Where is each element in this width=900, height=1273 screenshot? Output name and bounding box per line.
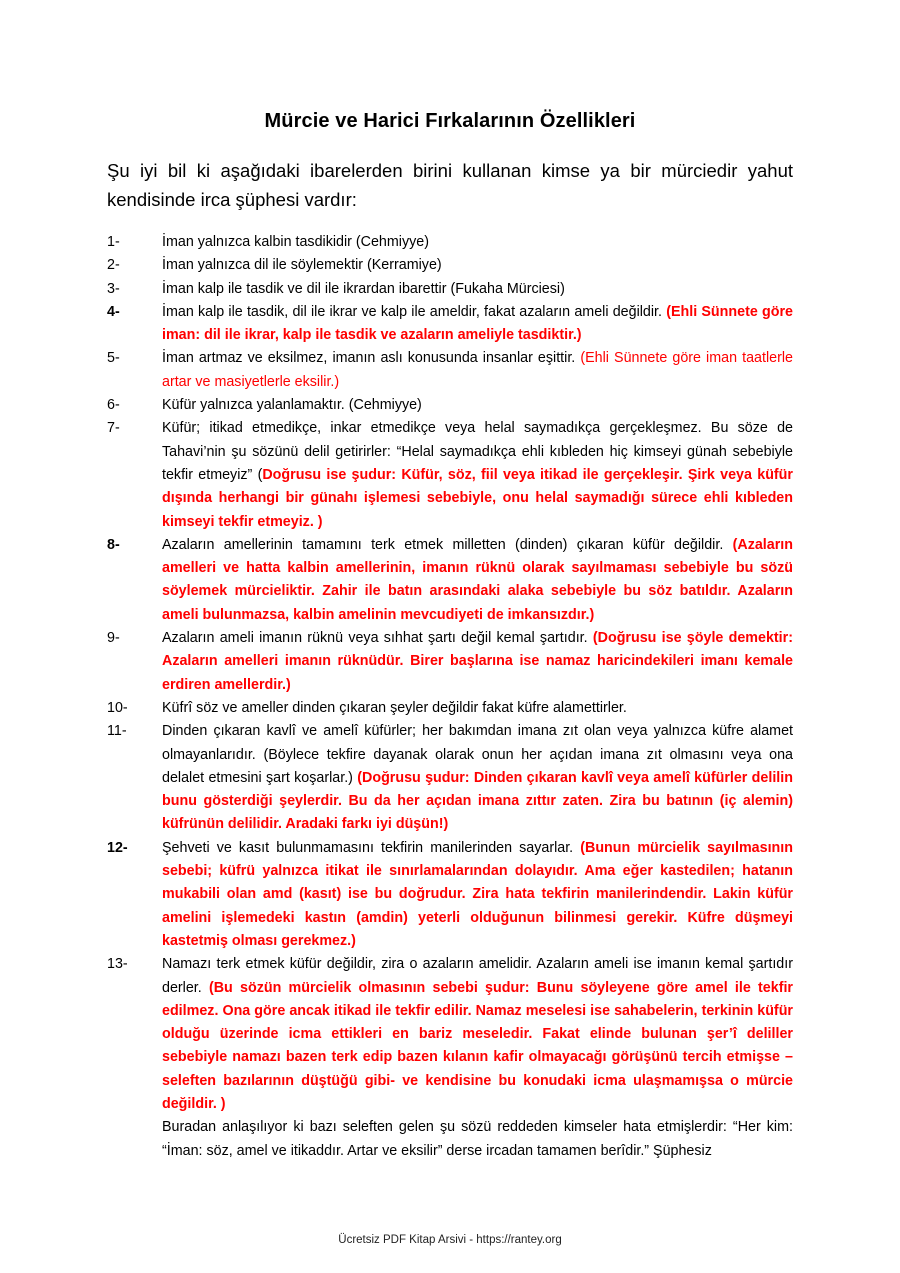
item-text: Azaların amellerinin tamamını terk etmek milletten (dinden) çıkaran küfür değildir. (Azaların amelleri ve hatta kalbin amellerinin, imanın rüknü olarak sayılmaması sebebiyle bu sözü söylemek mürcieliktir. Zahir ile batın arasındaki alaka sebebiyle bu söz batıldır. Azaların ameli bulunmazsa, kalbin amelinin mevcudiyeti de imkansızdır.)	[162, 536, 793, 623]
item-number: 8-	[107, 536, 120, 553]
item-text: Küfür yalnızca yalanlamaktır. (Cehmiyye)	[162, 397, 422, 414]
item-number: 3-	[107, 280, 120, 297]
item-number: 2-	[107, 257, 120, 274]
item-number: 1-	[107, 234, 120, 250]
item-text: İman yalnızca dil ile söylemektir (Kerramiye)	[162, 257, 442, 274]
item-number: 11-	[107, 723, 127, 740]
item-text: Küfrî söz ve ameller dinden çıkaran şeyler değildir fakat küfre alamettirler.	[162, 699, 627, 716]
item-text: İman artmaz ve eksilmez, imanın aslı konusunda insanlar eşittir. (Ehli Sünnete göre iman taatlerle artar ve masiyetlerle eksilir.)	[162, 350, 793, 390]
footer-text: Ücretsiz PDF Kitap Arsivi - https://rantey.org	[338, 1234, 562, 1246]
list-item-8	[107, 534, 793, 627]
item-text: İman yalnızca kalbin tasdikidir (Cehmiyye)	[162, 234, 429, 250]
item-number: 9-	[107, 630, 120, 647]
item-number: 4-	[107, 303, 120, 320]
list-item-6	[107, 394, 793, 417]
list-item-5	[107, 347, 793, 394]
item-number: 5-	[107, 350, 120, 367]
item-text: İman kalp ile tasdik ve dil ile ikrardan ibarettir (Fukaha Mürciesi)	[162, 280, 565, 297]
item-note: (Bunun mürcielik sayılmasının sebebi; küfrü yalnızca itikat ile sınırlamalarından dolayıdır. Ama eğer kastedilen; hatanın mukabili olan amd (kasıt) ise bu doğrudur. Zira hata tekfirin manilerindendir. Lakin küfür amelini işlemedeki kastın (amdin) yeterli olduğunun bilinmesi gerekir. Küfre düşmeyi kastetmiş olması gerekmez.)	[162, 839, 793, 949]
numbered-list	[107, 231, 793, 1163]
item-note: (Bu sözün mürcielik olmasının sebebi şudur: Bunu söyleyene göre amel ile tekfir edilmez. Ona göre ancak itikad ile tekfir edilir. Namaz meselesi ise sahabelerin, terkinin küfür olduğu üzerinde icma ettikleri en bariz meseledir. Fakat elinde bulunan şer’î deliller sebebiyle namazı bazen terk edip bazen kılanın kafir olmayacağı görüşünü tercih etmişse –seleften bazılarının düştüğü gibi- ve kendisine bu konudaki icma ulaşmamışsa o mürcie değildir. )	[162, 979, 793, 1112]
item-number: 12-	[107, 839, 128, 856]
item-text: Azaların ameli imanın rüknü veya sıhhat şartı değil kemal şartıdır. (Doğrusu ise şöyle demektir: Azaların amelleri imanın rüknüdür. Birer başlarına ise namaz haricindekileri imanı kemale erdiren amellerdir.)	[162, 630, 793, 693]
item-number: 6-	[107, 397, 120, 414]
item-text: Küfür; itikad etmedikçe, inkar etmedikçe veya helal saymadıkça gerçekleşmez. Bu söze de Tahavi’nin şu sözünü delil getirirler: “Helal saymadıkça ehli kıbleden hiç kimseyi günah sebebiyle tekfir etmeyiz” (Doğrusu ise şudur: Küfür, söz, fiil veya itikad ile gerçekleşir. Şirk veya küfür dışında herhangi bir günahı işlemesi sebebiyle, onu helal saymadığı sürece ehli kıbleden kimseyi tekfir etmeyiz. )	[162, 420, 793, 530]
item-number: 7-	[107, 420, 120, 437]
list-item-3	[107, 278, 793, 301]
item-number: 10-	[107, 699, 128, 716]
item-note: (Doğrusu şudur: Dinden çıkaran kavlî veya amelî küfürler delilin bunu gösterdiği şeylerdir. Bu da her açıdan imana zıttır zaten. Zira bu batının (iç alemin) küfrünün delilidir. Aradaki farkı iyi düşün!)	[162, 769, 793, 833]
list-item-10	[107, 697, 793, 720]
item-text: Şehveti ve kasıt bulunmamasını tekfirin manilerinden sayarlar. (Bunun mürcielik sayılmasının sebebi; küfrü yalnızca itikat ile sınırlamalarından dolayıdır. Ama eğer kastedilen; hatanın mukabili olan amd (kasıt) ise bu doğrudur. Zira hata tekfirin manilerindendir. Lakin küfür amelini işlemedeki kastın (amdin) yeterli olduğunun bilinmesi gerekir. Küfre düşmeyi kastetmiş olması gerekmez.)	[162, 839, 793, 949]
page-title: Mürcie ve Harici Fırkalarının Özellikleri	[264, 110, 636, 132]
list-item-12	[107, 837, 793, 953]
item-note: Doğrusu ise şudur: Küfür, söz, fiil veya itikad ile gerçekleşir. Şirk veya küfür dışında herhangi bir günahı işlemesi sebebiyle, onu helal saymadığı sürece ehli kıbleden kimseyi tekfir etmeyiz. )	[162, 466, 793, 530]
item-text: İman kalp ile tasdik, dil ile ikrar ve kalp ile ameldir, fakat azaların ameli değildir. (Ehli Sünnete göre iman: dil ile ikrar, kalp ile tasdik ve azaların ameliyle tasdiktir.)	[162, 303, 793, 344]
list-item-4	[107, 301, 793, 348]
item-note: (Azaların amelleri ve hatta kalbin amellerinin, imanın rüknü olarak sayılmaması sebebiyle bu sözü söylemek mürcieliktir. Zahir ile batın arasındaki alaka sebebiyle bu söz batıldır. Azaların ameli bulunmazsa, kalbin amelinin mevcudiyeti de imkansızdır.)	[162, 536, 793, 623]
continuation-paragraph: Buradan anlaşılıyor ki bazı seleften gelen şu sözü reddeden kimseler hata etmişlerdir: “Her kim: “İman: söz, amel ve itikaddır. Artar ve eksilir” derse ircadan tamamen berîdir.” Şüphesiz	[162, 1119, 793, 1159]
list-item-2	[107, 254, 793, 277]
item-number: 13-	[107, 956, 128, 973]
item-text: Dinden çıkaran kavlî ve amelî küfürler; her bakımdan imana zıt olan veya yalnızca küfre alamet olmayanlarıdır. (Böylece tekfire dayanak olarak onun her açıdan imana zıt olmasını veya ona delalet etmesini şart koşarlar.) (Doğrusu şudur: Dinden çıkaran kavlî veya amelî küfürler delilin bunu gösterdiği şeylerdir. Bu da her açıdan imana zıttır zaten. Zira bu batının (iç alemin) küfrünün delilidir. Aradaki farkı iyi düşün!)	[162, 723, 793, 833]
item-text: Namazı terk etmek küfür değildir, zira o azaların amelidir. Azaların ameli ise imanın kemal şartıdır derler. (Bu sözün mürcielik olmasının sebebi şudur: Bunu söyleyene göre amel ile tekfir edilmez. Ona göre ancak itikad ile tekfir edilir. Namaz meselesi ise sahabelerin, terkinin küfür olduğu üzerinde icma ettikleri en bariz meseledir. Fakat elinde bulunan şer’î deliller sebebiyle namazı bazen terk edip bazen kılanın kafir olmayacağı görüşünü tercih etmişse –seleften bazılarının düştüğü gibi- ve kendisine bu konudaki icma ulaşmamışsa o mürcie değildir. )	[162, 956, 793, 1112]
item-note: (Ehli Sünnete göre iman taatlerle artar ve masiyetlerle eksilir.)	[162, 350, 793, 390]
list-item-1	[107, 231, 793, 254]
item-note: (Ehli Sünnete göre iman: dil ile ikrar, kalp ile tasdik ve azaların ameliyle tasdiktir.)	[162, 303, 793, 344]
list-item-7	[107, 417, 793, 533]
list-item-13	[107, 953, 793, 1116]
list-item-9	[107, 627, 793, 697]
item-note: (Doğrusu ise şöyle demektir: Azaların amelleri imanın rüknüdür. Birer başlarına ise namaz haricindekileri imanı kemale erdiren amellerdir.)	[162, 630, 793, 693]
intro-paragraph: Şu iyi bil ki aşağıdaki ibarelerden birini kullanan kimse ya bir mürciedir yahut kendisinde irca şüphesi vardır:	[107, 160, 793, 210]
list-item-11	[107, 720, 793, 836]
